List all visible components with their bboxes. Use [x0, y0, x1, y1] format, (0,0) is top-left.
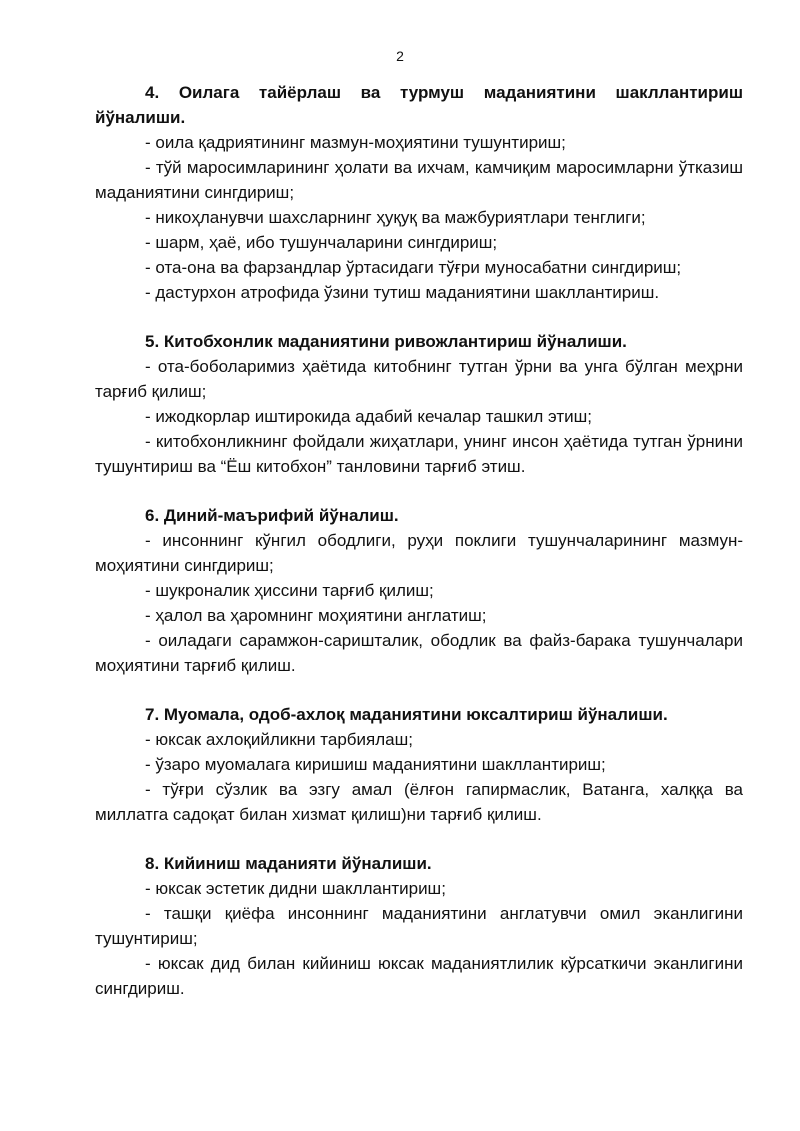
list-item: - ота-боболаримиз ҳаётида китобнинг тутган ўрни ва унга бўлган меҳрни тарғиб қилиш;: [95, 357, 743, 401]
list-item: - инсоннинг кўнгил ободлиги, руҳи поклиги тушунчаларининг мазмун-моҳиятини сингдириш;: [95, 531, 743, 575]
section-heading: 4. Оилага тайёрлаш ва турмуш маданиятини шакллантириш йўналиши.: [95, 83, 743, 127]
list-item: - оиладаги сарамжон-саришталик, ободлик ва файз-барака тушунчалари моҳиятини тарғиб қилиш.: [95, 631, 743, 675]
list-item: - ижодкорлар иштирокида адабий кечалар ташкил этиш;: [145, 407, 592, 426]
list-item: - шукроналик ҳиссини тарғиб қилиш;: [145, 581, 434, 600]
list-item: - шарм, ҳаё, ибо тушунчаларини сингдириш;: [145, 233, 498, 252]
list-item: - дастурхон атрофида ўзини тутиш маданиятини шакллантириш.: [145, 283, 660, 302]
section-7: [95, 702, 743, 827]
section-heading: 6. Диний-маърифий йўналиш.: [145, 506, 399, 525]
list-item: - юксак дид билан кийиниш юксак маданиятлилик кўрсаткичи эканлигини сингдириш.: [95, 954, 743, 998]
document-body: [95, 80, 743, 1025]
list-item: - ўзаро муомалага киришиш маданиятини шакллантириш;: [145, 755, 606, 774]
list-item: - ташқи қиёфа инсоннинг маданиятини англатувчи омил эканлигини тушунтириш;: [95, 904, 743, 948]
section-6: [95, 503, 743, 678]
list-item: - юксак эстетик дидни шакллантириш;: [145, 879, 446, 898]
section-heading: 7. Муомала, одоб-ахлоқ маданиятини юксалтириш йўналиши.: [145, 705, 668, 724]
list-item: - ҳалол ва ҳаромнинг моҳиятини англатиш;: [145, 606, 487, 625]
list-item: - оила қадриятининг мазмун-моҳиятини тушунтириш;: [145, 133, 566, 152]
list-item: - юксак ахлоқийликни тарбиялаш;: [145, 730, 413, 749]
list-item: - никоҳланувчи шахсларнинг ҳуқуқ ва мажбуриятлари тенглиги;: [145, 208, 646, 227]
list-item: - тўй маросимларининг ҳолати ва ихчам, камчиқим маросимларни ўтказиш маданиятини сингдириш;: [95, 158, 743, 202]
section-heading: 8. Кийиниш маданияти йўналиши.: [145, 854, 432, 873]
list-item: - ота-она ва фарзандлар ўртасидаги тўғри муносабатни сингдириш;: [145, 258, 682, 277]
section-heading: 5. Китобхонлик маданиятини ривожлантириш йўналиши.: [145, 332, 627, 351]
section-4: [95, 80, 743, 305]
page-number: 2: [396, 48, 404, 64]
list-item: - китобхонликнинг фойдали жиҳатлари, унинг инсон ҳаётида тутган ўрнини тушунтириш ва “Ёш китобхон” танловини тарғиб этиш.: [95, 432, 743, 476]
section-8: [95, 851, 743, 1001]
section-5: [95, 329, 743, 479]
list-item: - тўғри сўзлик ва эзгу амал (ёлғон гапирмаслик, Ватанга, халққа ва миллатга садоқат билан хизмат қилиш)ни тарғиб қилиш.: [95, 780, 743, 824]
